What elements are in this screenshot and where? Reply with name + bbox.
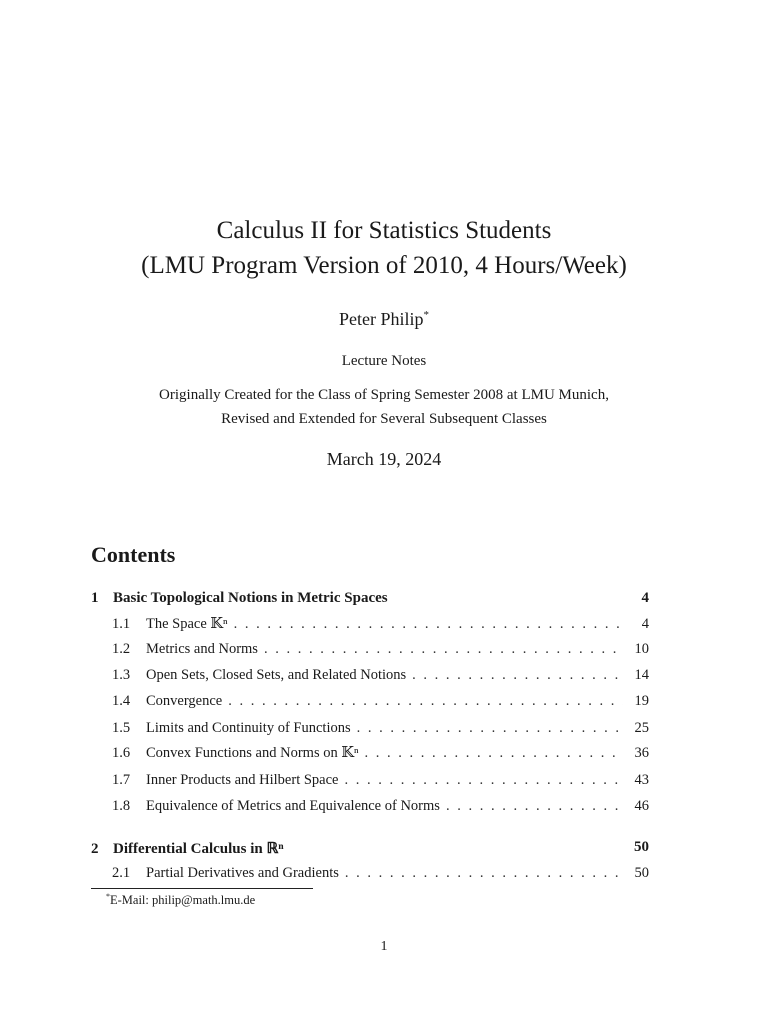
toc-leader-dots — [357, 720, 623, 737]
toc-subsection-page: 4 — [641, 616, 649, 632]
toc-subsection-page: 19 — [634, 693, 649, 709]
toc-subsection-number: 1.1 — [112, 616, 131, 632]
origin-note — [0, 383, 768, 431]
toc-subsection-title: Convex Functions and Norms on 𝕂ⁿ — [146, 745, 359, 761]
toc-subsection-1-8[interactable] — [112, 798, 649, 815]
toc-subsection-title: Convergence — [146, 693, 223, 709]
toc-leader-dots — [344, 772, 623, 789]
toc-subsection-title: Inner Products and Hilbert Space — [146, 772, 339, 788]
toc-subsection-page: 14 — [634, 667, 649, 683]
page-number: 1 — [380, 939, 388, 954]
toc-subsection-1-1[interactable] — [112, 616, 649, 633]
title-line-2: (LMU Program Version of 2010, 4 Hours/Week) — [141, 252, 627, 279]
toc-leader-dots — [446, 798, 623, 815]
toc-section-1[interactable] — [91, 590, 649, 607]
toc-subsection-2-1[interactable] — [112, 865, 649, 882]
origin-line-1: Originally Created for the Class of Spring Semester 2008 at LMU Munich, — [159, 387, 609, 403]
author — [0, 309, 768, 330]
toc-subsection-title: Partial Derivatives and Gradients — [146, 865, 339, 881]
toc-subsection-page: 36 — [634, 745, 649, 761]
toc-subsection-number: 1.8 — [112, 798, 131, 814]
toc-leader-dots — [345, 865, 623, 882]
toc-section-page: 4 — [641, 590, 649, 606]
toc-subsection-title: Equivalence of Metrics and Equivalence of Norms — [146, 798, 440, 814]
toc-subsection-page: 10 — [634, 641, 649, 657]
author-name: Peter Philip — [339, 309, 424, 329]
toc-subsection-number: 2.1 — [112, 865, 131, 881]
footnote-email[interactable]: E-Mail: philip@math.lmu.de — [110, 893, 256, 908]
footnote-marker[interactable]: * — [423, 309, 429, 321]
toc-section-2[interactable] — [91, 839, 649, 858]
subtitle: Lecture Notes — [341, 353, 427, 369]
toc-subsection-number: 1.6 — [112, 745, 131, 761]
toc-section-page: 50 — [634, 839, 649, 855]
toc-section-title: Basic Topological Notions in Metric Spaces — [113, 590, 388, 606]
toc-leader-dots — [228, 693, 623, 710]
title-line-1: Calculus II for Statistics Students — [216, 217, 552, 244]
footnote-mark: * — [106, 892, 110, 901]
toc-subsection-title: Metrics and Norms — [146, 641, 258, 657]
toc-subsection-1-4[interactable] — [112, 693, 649, 710]
document-date: March 19, 2024 — [326, 449, 442, 469]
toc-leader-dots — [365, 745, 623, 762]
toc-subsection-1-7[interactable] — [112, 772, 649, 789]
toc-subsection-number: 1.7 — [112, 772, 131, 788]
toc-subsection-title: Limits and Continuity of Functions — [146, 720, 351, 736]
toc-subsection-page: 46 — [634, 798, 649, 814]
toc-section-number: 2 — [91, 841, 99, 857]
toc-subsection-1-3[interactable] — [112, 667, 649, 684]
toc-section-title: Differential Calculus in ℝⁿ — [113, 841, 284, 857]
footnote-rule — [91, 888, 313, 889]
toc-subsection-page: 25 — [634, 720, 649, 736]
origin-line-2: Revised and Extended for Several Subsequent Classes — [221, 411, 547, 427]
toc-subsection-number: 1.4 — [112, 693, 131, 709]
toc-leader-dots — [412, 667, 623, 684]
toc-section-number: 1 — [91, 590, 99, 606]
document-title — [0, 213, 768, 283]
toc-subsection-title: The Space 𝕂ⁿ — [146, 616, 228, 632]
toc-subsection-title: Open Sets, Closed Sets, and Related Notions — [146, 667, 407, 683]
contents-heading: Contents — [91, 542, 176, 567]
toc-subsection-number: 1.2 — [112, 641, 131, 657]
toc-subsection-number: 1.5 — [112, 720, 131, 736]
toc-subsection-page: 50 — [634, 865, 649, 881]
toc-leader-dots — [234, 616, 623, 633]
toc-subsection-1-2[interactable] — [112, 641, 649, 658]
footnote — [106, 892, 255, 908]
toc-subsection-number: 1.3 — [112, 667, 131, 683]
toc-subsection-1-6[interactable] — [112, 745, 649, 762]
toc-subsection-page: 43 — [634, 772, 649, 788]
toc-subsection-1-5[interactable] — [112, 720, 649, 737]
toc-leader-dots — [264, 641, 623, 658]
